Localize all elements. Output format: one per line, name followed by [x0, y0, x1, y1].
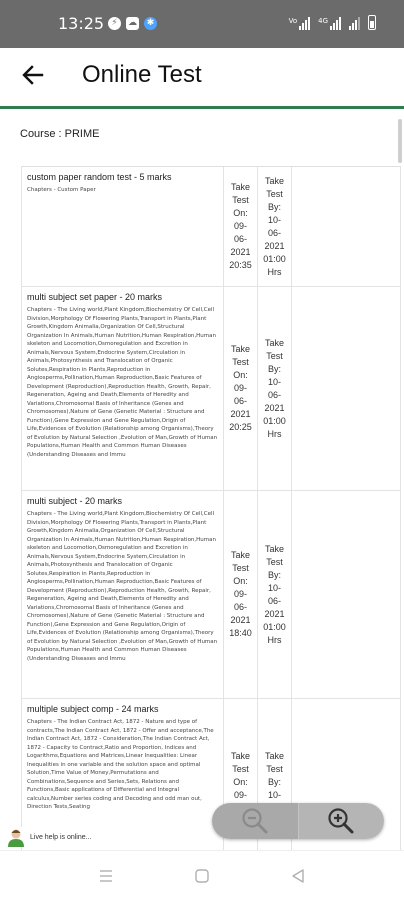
messenger-icon: ⚡ [108, 17, 121, 30]
home-icon [194, 868, 210, 884]
test-chapters: Chapters - The Living world,Plant Kingdom,Biochemistry Of Cell,Cell Division,Morphology Of Flowering Plants,Transport in Plants,Plant Growth,Kingdom Animalia,Organization Of Cell,Structural Organization In Animals,Human Nutrition,Human Respiration,Human skeleton and Locomotion,Osmoregulation and Excretion in Animals,Nervous System,Endocrine System,Circulation in Animals,Photosynthesis and Translocation of Organic Solutes,Respiration in Plants,Reproduction in Angiosperms,Pollination,Human Reproduction,Basic Features of Development (Reproduction),Reproduction Health, Growth, Repair, Regeneration, Ageing and Death,Elements of Heredity and Variations,Chromosomal Basis of Inheritance (Genes and Chromosomes),Nature of Gene (Genetic Material : Structure and Function),Gene Expression and Gene Regulation,Origin of Life,Evidences of Evolution (Relationship among Organisms),Theory of Evolution by Natural Selection ,Evolution of Man,Growth of Human Populations,Human Health and Common Human Diseases (Understanding Diseases and Immu [27, 511, 218, 662]
empty-cell [292, 491, 401, 698]
page-title: Online Test [82, 61, 202, 88]
notification-icons [108, 17, 157, 30]
zoom-in-button[interactable] [299, 803, 385, 839]
take-test-on-cell[interactable]: Take Test On: 09- 06- 2021 18:40 [224, 491, 258, 698]
scrollbar[interactable] [398, 119, 402, 163]
signal-icon-2 [318, 17, 341, 30]
take-test-by-cell: Take Test By: 10- 06- 2021 01:00 Hrs [258, 287, 292, 490]
test-chapters: Chapters - The Indian Contract Act, 1872 - Nature and type of contracts,The Indian Contract Act, 1872 - Offer and acceptance,The Indian Contract Act, 1872 - Consideration,The Indian Contract Act, 1872 - Capacity to Contract,Ratio and Proportion, Indices and Logarithms,Equations and Matrices,Linear Inequalities: Linear Inequalities in one variable and the solution space and optimal Solution,Time Value of Money,Permutations and Combinations,Sequence and Series,Sets, Relations and Functions,Basic applications of Differential and Integral calculus,Number series coding and Decoding and odd man out, Direction Tests,Seating [27, 719, 214, 810]
status-bar [0, 0, 404, 48]
recents-icon [98, 868, 114, 884]
test-info-cell [21, 491, 224, 698]
test-name: custom paper random test - 5 marks [27, 172, 172, 182]
test-info-cell [21, 167, 224, 286]
take-test-on-cell[interactable]: Take Test On: 09- 06- 2021 20:25 [224, 287, 258, 490]
table-row[interactable] [21, 491, 401, 699]
test-info-cell [21, 287, 224, 490]
test-chapters: Chapters - The Living world,Plant Kingdom,Biochemistry Of Cell,Cell Division,Morphology Of Flowering Plants,Transport in Plants,Plant Growth,Kingdom Animalia,Organization Of Cell,Structural Organization In Animals,Human Nutrition,Human Respiration,Human skeleton and Locomotion,Osmoregulation and Excretion in Animals,Nervous System,Endocrine System,Circulation in Animals,Photosynthesis and Translocation of Organic Solutes,Respiration in Plants,Reproduction in Angiosperms,Pollination,Human Reproduction,Basic Features of Development (Reproduction),Reproduction Health, Growth, Repair, Regeneration, Ageing and Death,Elements of Heredity and Variations,Chromosomal Basis of Inheritance (Genes and Chromosomes),Nature of Gene (Genetic Material : Structure and Function),Gene Expression and Gene Regulation,Origin of Life,Evidences of Evolution (Relationship among Organisms),Theory of Evolution by Natural Selection ,Evolution of Man,Growth of Human Populations,Human Health and Common Human Diseases (Understanding Diseases and Immu [27, 307, 218, 458]
back-button[interactable] [20, 62, 46, 88]
status-time: 13:25 [58, 14, 105, 33]
battery-icon [368, 15, 376, 30]
test-name: multiple subject comp - 24 marks [27, 704, 159, 714]
take-test-by-cell: Take Test By: 10- [258, 699, 292, 850]
cloud-icon: ☁ [128, 18, 137, 28]
test-table [21, 166, 401, 850]
navigation-bar [0, 850, 404, 900]
test-name: multi subject - 20 marks [27, 496, 123, 506]
test-chapters: Chapters - Custom Paper [27, 187, 96, 193]
system-icons [289, 15, 376, 30]
signal-label-2: 4G [318, 17, 328, 25]
zoom-in-icon [327, 807, 355, 835]
zoom-out-icon [241, 807, 269, 835]
live-help-chat[interactable] [6, 827, 97, 847]
back-triangle-icon [290, 868, 306, 884]
support-agent-icon [6, 827, 26, 847]
zoom-controls [212, 803, 384, 839]
signal-icon-1 [289, 17, 311, 30]
main-content[interactable] [0, 109, 404, 850]
signal-label-1: Vo [288, 17, 298, 25]
test-name: multi subject set paper - 20 marks [27, 292, 163, 302]
wifi-signal-icon [349, 17, 360, 30]
table-row[interactable] [21, 167, 401, 287]
take-test-on-cell[interactable]: Take Test On: 09- [224, 699, 258, 850]
nav-back-button[interactable] [290, 868, 306, 884]
course-label: Course : PRIME [20, 128, 100, 140]
live-help-text: Live help is online... [30, 833, 92, 841]
recents-button[interactable] [98, 868, 114, 884]
back-arrow-icon [20, 62, 46, 88]
empty-cell [292, 167, 401, 286]
take-test-on-cell[interactable]: Take Test On: 09- 06- 2021 20:35 [224, 167, 258, 286]
take-test-by-cell: Take Test By: 10- 06- 2021 01:00 Hrs [258, 491, 292, 698]
take-test-by-cell: Take Test By: 10- 06- 2021 01:00 Hrs [258, 167, 292, 286]
zoom-out-button[interactable] [212, 803, 299, 839]
app-bar [0, 48, 404, 106]
home-button[interactable] [194, 868, 210, 884]
bluetooth-icon: ✱ [144, 17, 157, 30]
table-row[interactable] [21, 287, 401, 491]
empty-cell [292, 287, 401, 490]
